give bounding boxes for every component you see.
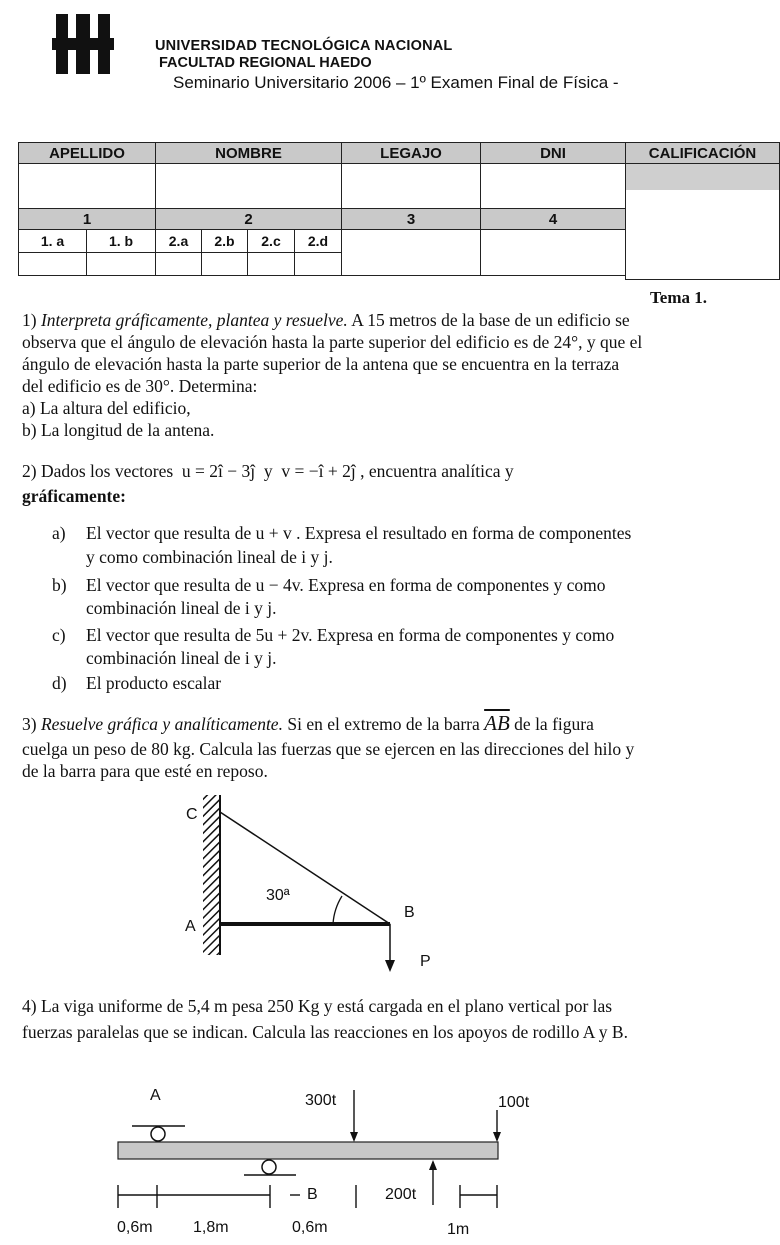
q1-line-2: observa que el ángulo de elevación hasta la parte superior del edificio es de 24°, y que el <box>22 332 643 352</box>
dim-1-8m: 1,8m <box>193 1219 229 1236</box>
q3-text-1: Si en el extremo de la barra <box>287 714 480 734</box>
university-name: UNIVERSIDAD TECNOLÓGICA NACIONAL <box>155 38 453 54</box>
subpart-1b: 1. b <box>86 229 156 253</box>
subpart-2a: 2.a <box>155 229 202 253</box>
tema-label: Tema 1. <box>650 288 707 307</box>
q1-text-1: A 15 metros de la base de un edificio se <box>351 310 630 330</box>
q2-and: y <box>263 461 273 481</box>
dim-0-6m-b: 0,6m <box>292 1219 328 1236</box>
roller-a <box>151 1127 165 1141</box>
group-1: 1 <box>18 208 156 230</box>
header-dni: DNI <box>480 142 626 164</box>
q2-d-letter: d) <box>52 673 67 693</box>
q2-vector-v: v = −î + 2ĵ <box>281 461 356 481</box>
group-4: 4 <box>480 208 626 230</box>
q2-line-2: gráficamente: <box>22 486 126 506</box>
q2-c-line-1: El vector que resulta de 5u + 2v. Expresa en forma de componentes y como <box>86 625 615 645</box>
group-2: 2 <box>155 208 342 230</box>
q3-bar-ab: $\overline{AB}$ <box>484 711 510 735</box>
q2-d-line-1: El producto escalar <box>86 673 222 693</box>
roller-b <box>262 1160 276 1174</box>
label-200t: 200t <box>385 1186 417 1203</box>
faculty-name: FACULTAD REGIONAL HAEDO <box>159 55 372 71</box>
q1-part-b: b) La longitud de la antena. <box>22 420 215 440</box>
exam-title: Seminario Universitario 2006 – 1º Examen Final de Física - <box>173 73 619 92</box>
q4-line-1: 4) La viga uniforme de 5,4 m pesa 250 Kg y está cargada en el plano vertical por las <box>22 996 613 1016</box>
label-c: C <box>186 806 198 823</box>
q2-c-letter: c) <box>52 625 66 645</box>
header-apellido: APELLIDO <box>18 142 156 164</box>
label-angle: 30ª <box>266 887 290 904</box>
header-nombre: NOMBRE <box>155 142 342 164</box>
beam-label-a: A <box>150 1087 161 1104</box>
header-calificacion: CALIFICACIÓN <box>625 142 780 164</box>
q2-a-line-1: El vector que resulta de u + v . Expresa el resultado en forma de componentes <box>86 523 632 543</box>
q2-vector-u: u = 2î − 3ĵ <box>181 461 256 481</box>
q3-line-2: cuelga un peso de 80 kg. Calcula las fuerzas que se ejercen en las direcciones del hilo y <box>22 739 635 759</box>
q4-line-2: fuerzas paralelas que se indican. Calcula las reacciones en los apoyos de rodillo A y B. <box>22 1022 628 1042</box>
q1-intro: Interpreta gráficamente, plantea y resuelve. <box>40 310 348 330</box>
q2-b-line-1: El vector que resulta de u − 4v. Expresa en forma de componentes y como <box>86 575 606 595</box>
q3-text-1b: de la figura <box>514 714 594 734</box>
q2-prefix: 2) Dados los vectores <box>22 461 174 481</box>
q1-line-3: ángulo de elevación hasta la parte superior de la antena que se encuentra en la terraza <box>22 354 620 374</box>
q3-line-3: de la barra para que esté en reposo. <box>22 761 268 781</box>
q3-intro: Resuelve gráfica y analíticamente. <box>40 714 283 734</box>
subpart-2b: 2.b <box>201 229 248 253</box>
q2-b-letter: b) <box>52 575 67 595</box>
q1-part-a: a) La altura del edificio, <box>22 398 191 418</box>
label-a: A <box>185 918 196 935</box>
q2-c-line-2: combinación lineal de i y j. <box>86 648 277 668</box>
label-300t: 300t <box>305 1092 337 1109</box>
group-3: 3 <box>341 208 481 230</box>
subpart-1a: 1. a <box>18 229 87 253</box>
subpart-2c: 2.c <box>247 229 295 253</box>
label-b: B <box>404 904 415 921</box>
q3-number: 3) <box>22 714 37 734</box>
q2-suffix: , encuentra analítica y <box>360 461 514 481</box>
dim-0-6m-a: 0,6m <box>117 1219 153 1236</box>
beam <box>118 1142 498 1159</box>
label-100t: 100t <box>498 1094 530 1111</box>
q2-b-line-2: combinación lineal de i y j. <box>86 598 277 618</box>
q1-line-4: del edificio es de 30°. Determina: <box>22 376 258 396</box>
q2-a-line-2: y como combinación lineal de i y j. <box>86 547 333 567</box>
header-legajo: LEGAJO <box>341 142 481 164</box>
beam-label-b: B <box>307 1186 318 1203</box>
subpart-2d: 2.d <box>294 229 342 253</box>
q1-number: 1) <box>22 310 37 330</box>
label-p: P <box>420 953 431 970</box>
q2-a-letter: a) <box>52 523 66 543</box>
dim-1m: 1m <box>447 1221 470 1238</box>
